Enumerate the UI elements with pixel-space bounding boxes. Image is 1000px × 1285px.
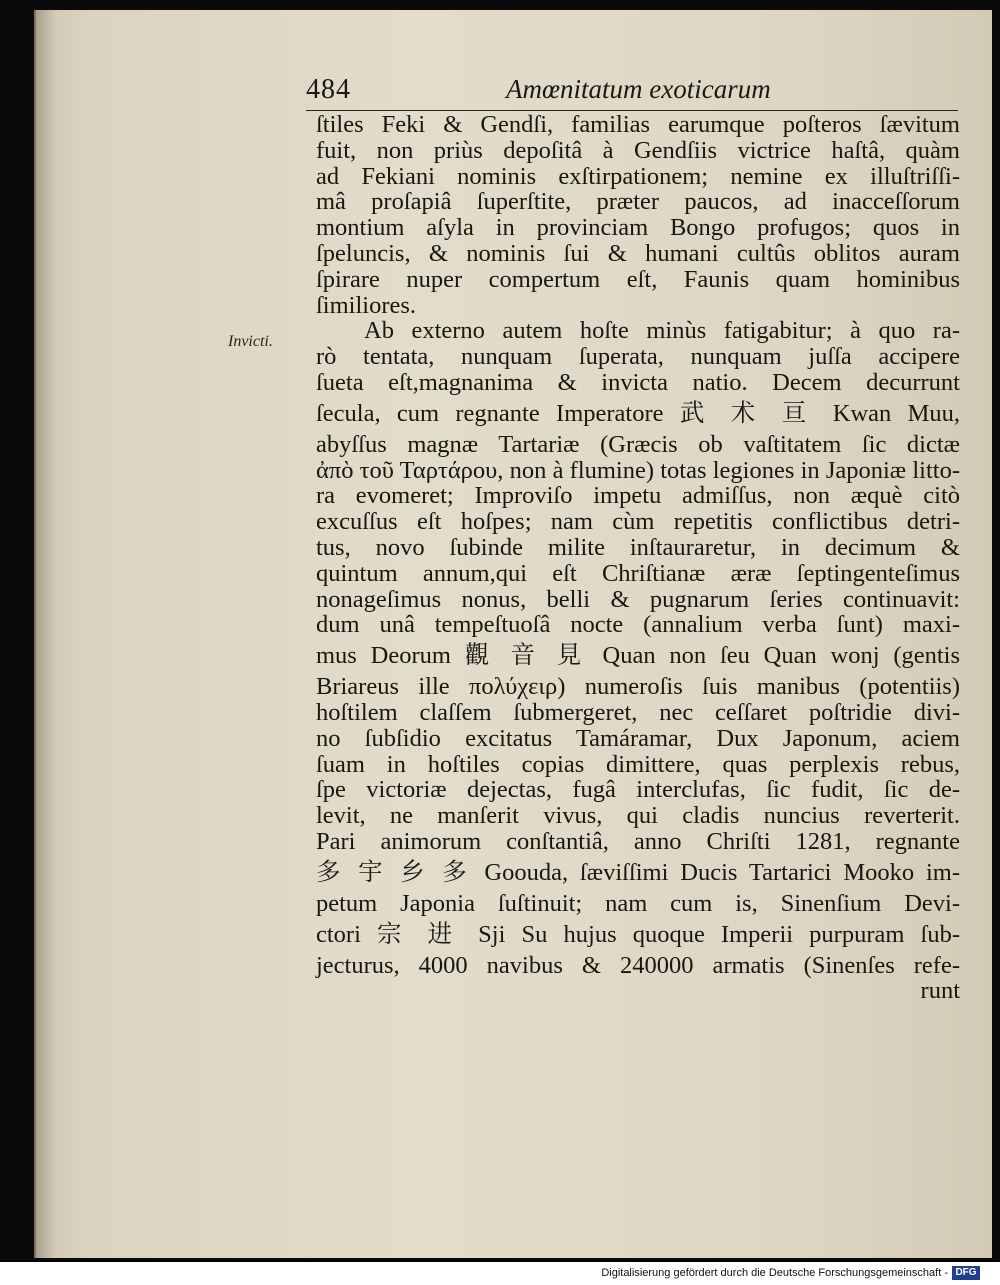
text-line: ſtiles Feki & Gendſi, familias earumque poſteros ſævitum: [316, 111, 960, 138]
text-line: nonageſimus nonus, belli & pugnarum ſeries continuavit:: [316, 585, 960, 613]
text-line: ra evomeret; Improviſo impetu admiſſus, non æquè citò: [316, 482, 960, 510]
text-line: Ab externo autem hoſte minùs fatigabitur; à quo ra-: [364, 317, 960, 345]
catchword: runt: [920, 977, 960, 1005]
text-line: levit, ne manſerit vivus, qui cladis nuncius reverterit.: [316, 802, 960, 830]
text-line: ſpe victoriæ dejectas, fugâ interclufas, ſic fudit, ſic de-: [316, 776, 960, 804]
text-line: mâ proſapiâ ſuperſtite, præter paucos, ad inacceſſorum: [316, 188, 960, 216]
page-header: [306, 74, 958, 111]
text-line: dum unâ tempeſtuoſâ nocte (annalium verba ſunt) maxi-: [316, 611, 960, 639]
dfg-logo-icon: DFG: [952, 1266, 980, 1280]
text-line: tus, novo ſubinde milite inſtauraretur, in decimum &: [316, 533, 960, 561]
page-gutter-shadow: [34, 10, 56, 1258]
text-line: ctori 宗 进 Sji Su hujus quoque Imperii purpuram ſub-: [316, 920, 960, 948]
margin-note: Invicti.: [228, 333, 273, 350]
text-line: 多 宇 乡 多 Goouda, ſæviſſimi Ducis Tartarici Mooko im-: [316, 858, 960, 886]
text-line: ſimiliores.: [316, 291, 417, 319]
text-line: no ſubſidio excitatus Tamáramar, Dux Japonum, aciem: [316, 724, 960, 752]
text-line: excuſſus eſt hoſpes; nam cùm repetitis conflictibus detri-: [316, 508, 960, 536]
running-head: Amœnitatum exoticarum: [506, 74, 771, 104]
text-line: Pari animorum conſtantiâ, anno Chriſti 1281, regnante: [316, 827, 960, 855]
text-line: fuit, non priùs depoſitâ à Gendſiis victrice haſtâ, quàm: [316, 136, 960, 164]
text-line: petum Japonia ſuſtinuit; nam cum is, Sinenſium Devi-: [316, 889, 960, 917]
body-text: [316, 112, 960, 1004]
text-line: quintum annum,qui eſt Chriſtianæ æræ ſeptingenteſimus: [316, 559, 960, 587]
text-line: ſpeluncis, & nominis ſui & humani cultûs oblitos auram: [316, 239, 960, 267]
page-number: 484: [306, 74, 351, 105]
text-line: Briareus ille πολύχειρ) numeroſis ſuis manibus (potentiis): [316, 673, 960, 701]
text-line: montium aſyla in provinciam Bongo profugos; quos in: [316, 214, 960, 242]
text-line: ſecula, cum regnante Imperatore 武 术 亘 Kwan Muu,: [316, 399, 960, 427]
text-line: rò tentata, nunquam ſuperata, nunquam juſſa accipere: [316, 343, 960, 371]
text-line: jecturus, 4000 navibus & 240000 armatis (Sinenſes refe-: [316, 951, 960, 979]
text-line: mus Deorum 觀 音 見 Quan non ſeu Quan wonj (gentis: [316, 642, 960, 670]
text-line: ſpirare nuper compertum eſt, Faunis quam hominibus: [316, 265, 960, 293]
text-line: ſueta eſt,magnanima & invicta natio. Decem decurrunt: [316, 368, 960, 396]
text-line: ad Fekiani nominis exſtirpationem; nemine ex illuſtriſſi-: [316, 162, 960, 190]
text-line: abyſſus magnæ Tartariæ (Græcis ob vaſtitatem ſic dictæ: [316, 430, 960, 458]
text-line: hoſtilem claſſem ſubmergeret, nec ceſſaret poſtridie divi-: [316, 698, 960, 726]
footer-bar: [0, 1262, 1000, 1285]
text-line: ἀπὸ τοῦ Ταρτάρου, non à flumine) totas legiones in Japoniæ litto-: [316, 456, 960, 484]
text-line: ſuam in hoſtiles copias dimittere, quas perplexis rebus,: [316, 750, 960, 778]
funding-credit: Digitalisierung gefördert durch die Deutsche Forschungsgemeinschaft -: [601, 1267, 948, 1279]
